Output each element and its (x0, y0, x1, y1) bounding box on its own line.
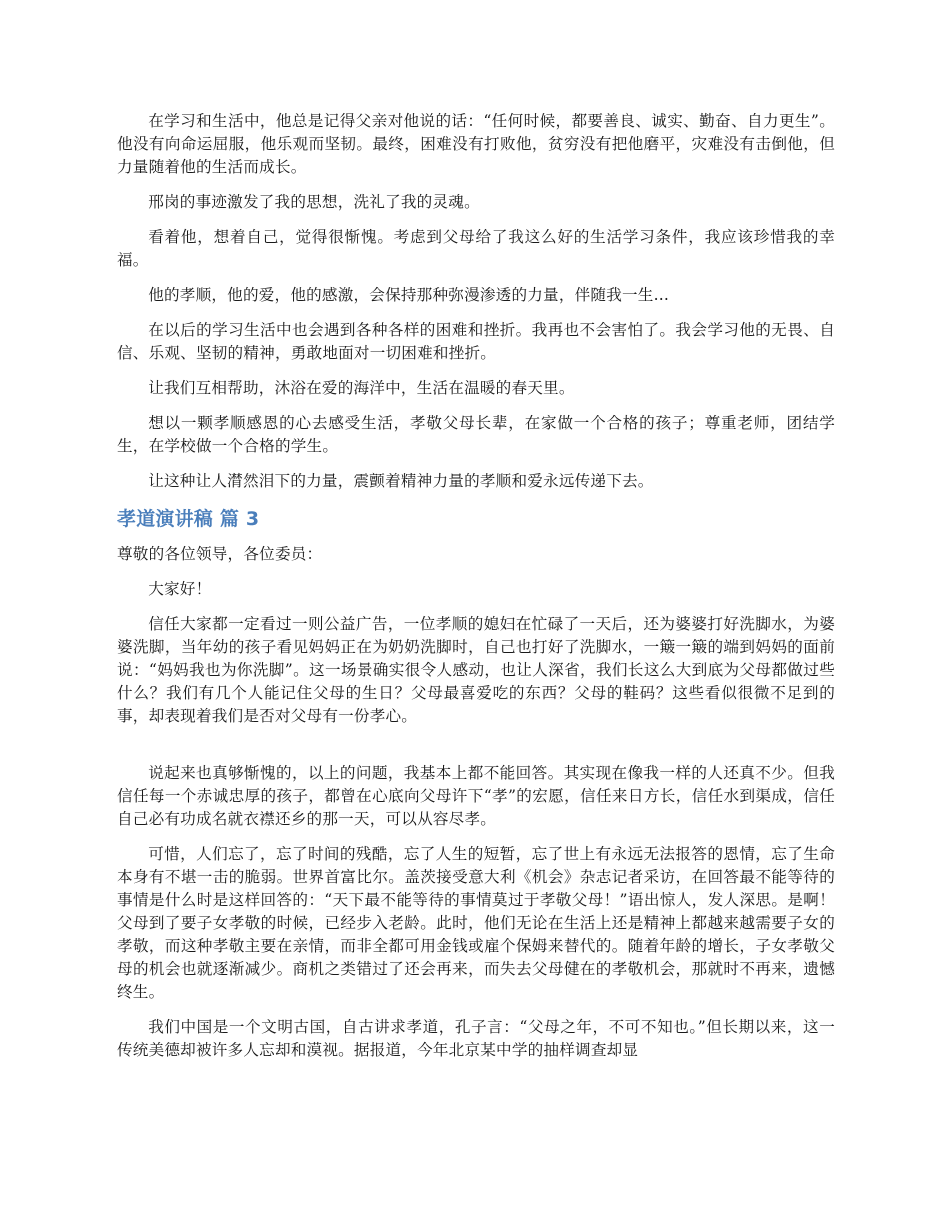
paragraph: 邢岗的事迹激发了我的思想，洗礼了我的灵魂。 (148, 193, 480, 211)
paragraph: 让这种让人潸然泪下的力量，震颤着精神力量的孝顺和爱永远传递下去。 (148, 472, 654, 490)
paragraph: 说起来也真够惭愧的，以上的问题，我基本上都不能回答。其实现在像我一样的人还真不少。但我信任每一个赤诚忠厚的孩子，都曾在心底向父母许下“孝”的宏愿，信任来日方长，信任水到渠成，信任自己必有功成名就衣襟还乡的那一天，可以从容尽孝。 (117, 764, 835, 828)
document-page (117, 110, 835, 1074)
paragraph: 看着他，想着自己，觉得很惭愧。考虑到父母给了我这么好的生活学习条件，我应该珍惜我的幸福。 (117, 228, 835, 269)
paragraph: 在学习和生活中，他总是记得父亲对他说的话：“任何时候，都要善良、诚实、勤奋、自力更生”。他没有向命运屈服，他乐观而坚韧。最终，困难没有打败他，贫穷没有把他磨平，灾难没有击倒他，但力量随着他的生活而成长。 (117, 112, 835, 176)
section-heading: 孝道演讲稿 篇 3 (117, 508, 260, 530)
spacer (117, 740, 835, 762)
paragraph: 可惜，人们忘了，忘了时间的残酷，忘了人生的短暂，忘了世上有永远无法报答的恩情，忘了生命本身有不堪一击的脆弱。世界首富比尔。盖茨接受意大利《机会》杂志记者采访，在回答最不能等待的事情是什么时是这样回答的：“天下最不能等待的事情莫过于孝敬父母！”语出惊人，发人深思。是啊！父母到了要子女孝敬的时候，已经步入老龄。此时，他们无论在生活上还是精神上都越来越需要子女的孝敬，而这种孝敬主要在亲情，而非全都可用金钱或雇个保姆来替代的。随着年龄的增长，子女孝敬父母的机会也就逐渐减少。商机之类错过了还会再来，而失去父母健在的孝敬机会，那就时不再来，遗憾终生。 (117, 845, 835, 1001)
paragraph: 他的孝顺，他的爱，他的感激，会保持那种弥漫渗透的力量，伴随我一生... (148, 286, 670, 304)
paragraph: 信任大家都一定看过一则公益广告，一位孝顺的媳妇在忙碌了一天后，还为婆婆打好洗脚水，为婆婆洗脚，当年幼的孩子看见妈妈正在为奶奶洗脚时，自己也打好了洗脚水，一簸一簸的端到妈妈的面前说：“妈妈我也为你洗脚”。这一场景确实很令人感动，也让人深省，我们长这么大到底为父母都做过些什么？我们有几个人能记住父母的生日？父母最喜爱吃的东西？父母的鞋码？这些看似很微不足到的事，却表现着我们是否对父母有一份孝心。 (117, 615, 835, 725)
greeting: 大家好！ (148, 580, 212, 598)
paragraph: 在以后的学习生活中也会遇到各种各样的困难和挫折。我再也不会害怕了。我会学习他的无畏、自信、乐观、坚韧的精神，勇敢地面对一切困难和挫折。 (117, 321, 835, 362)
salutation: 尊敬的各位领导，各位委员： (117, 545, 323, 563)
paragraph: 让我们互相帮助，沐浴在爱的海洋中，生活在温暖的春天里。 (148, 379, 575, 397)
paragraph: 想以一颗孝顺感恩的心去感受生活，孝敬父母长辈，在家做一个合格的孩子；尊重老师，团结学生，在学校做一个合格的学生。 (117, 414, 835, 455)
paragraph: 我们中国是一个文明古国，自古讲求孝道，孔子言：“父母之年，不可不知也。”但长期以来，这一传统美德却被许多人忘却和漠视。据报道，今年北京某中学的抽样调查却显 (117, 1018, 835, 1059)
